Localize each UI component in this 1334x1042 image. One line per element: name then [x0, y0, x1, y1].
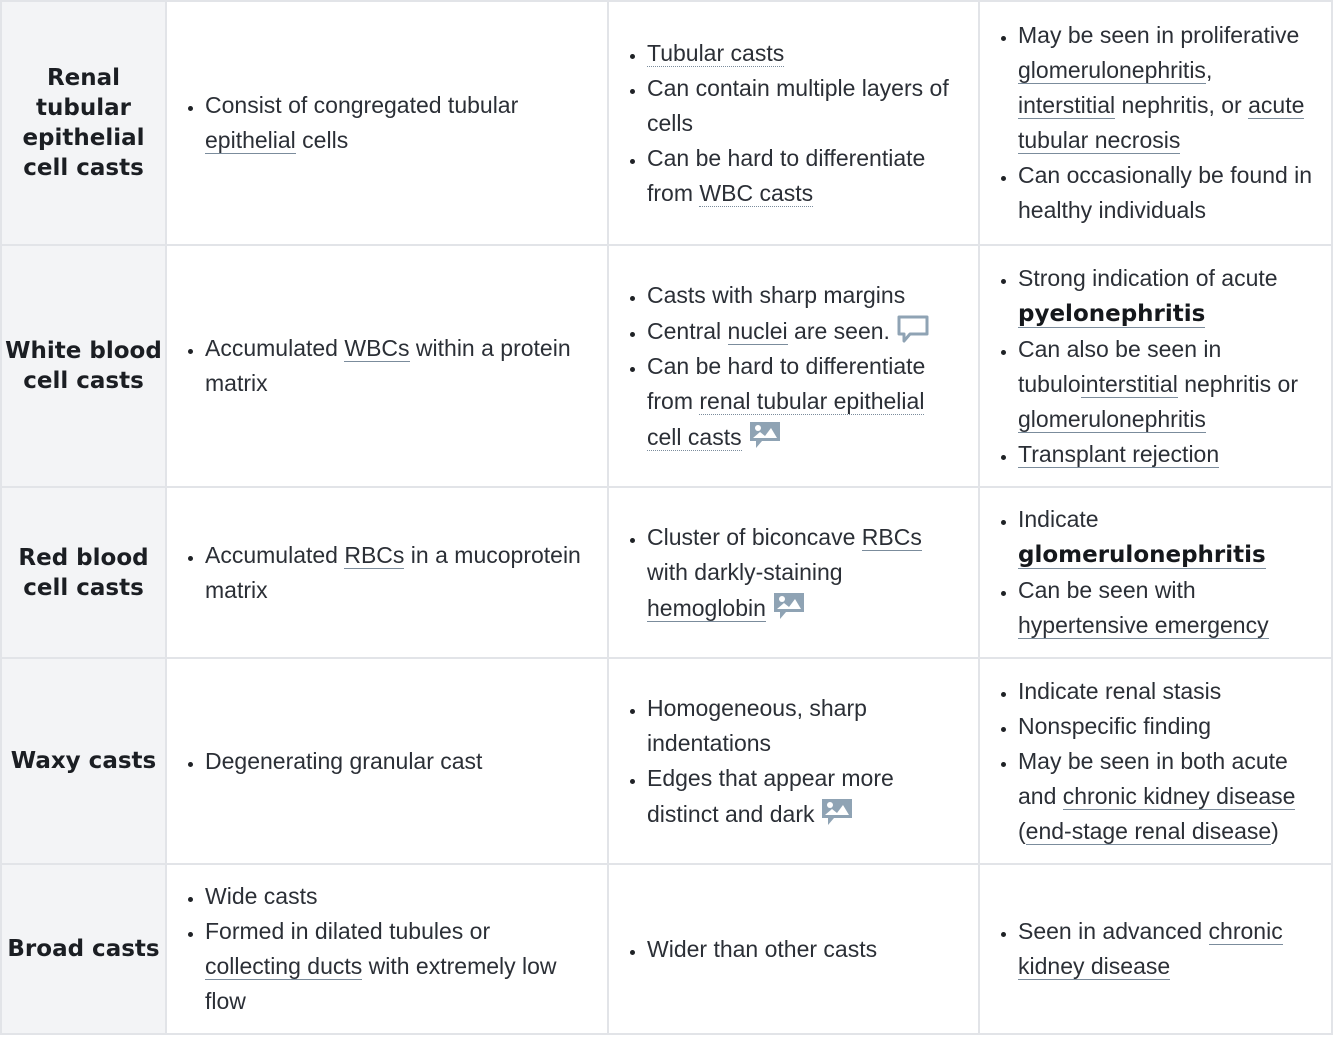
term-link[interactable]: renal tubular epithelial cell casts — [647, 387, 925, 450]
text-segment: Degenerating granular cast — [205, 747, 483, 774]
list-item — [1018, 332, 1315, 437]
text-segment: Accumulated — [205, 541, 345, 568]
appearance-cell — [608, 487, 979, 658]
list-item — [647, 691, 962, 761]
appearance-list — [609, 278, 978, 455]
image-icon[interactable] — [772, 590, 806, 622]
text-segment: Can contain multiple layers of cells — [647, 74, 949, 136]
list-item — [1018, 744, 1315, 849]
term-link[interactable]: interstitial — [1018, 92, 1116, 118]
text-segment: nephritis or — [1177, 370, 1298, 397]
image-icon[interactable] — [748, 419, 782, 451]
term-link[interactable]: RBCs — [344, 541, 405, 568]
text-segment: Can be hard to differentiate from — [647, 352, 926, 414]
text-segment: Can occasionally be found in healthy individuals — [1018, 162, 1313, 223]
text-segment: ) — [1271, 817, 1279, 844]
term-link[interactable]: Tubular casts — [647, 39, 785, 66]
significance-list — [980, 502, 1331, 643]
text-segment: Can also be seen in tubulo — [1018, 335, 1222, 397]
composition-cell — [166, 1, 608, 245]
text-segment: Indicate renal stasis — [1018, 677, 1222, 704]
list-item — [1018, 914, 1315, 984]
list-item — [205, 914, 591, 1019]
term-link[interactable]: hypertensive emergency — [1018, 612, 1269, 638]
term-link[interactable]: RBCs — [861, 523, 922, 550]
significance-list — [980, 914, 1331, 984]
list-item — [647, 71, 962, 141]
list-item — [1018, 502, 1315, 573]
text-segment: Indicate — [1018, 506, 1099, 532]
list-item — [1018, 709, 1315, 744]
text-segment: Consist of congregated tubular — [205, 92, 519, 118]
text-segment: Cluster of biconcave — [647, 523, 862, 550]
cast-type-name: Renal tubular epithelial cell casts — [1, 1, 166, 245]
term-link[interactable]: glomerulonephritis — [1018, 57, 1206, 83]
text-segment: Homogeneous, sharp indentations — [647, 694, 867, 756]
text-segment: Accumulated — [205, 335, 345, 361]
term-link[interactable]: glomerulonephritis — [1018, 542, 1266, 568]
significance-list — [980, 674, 1331, 849]
significance-list — [980, 18, 1331, 228]
composition-list — [167, 331, 607, 401]
composition-cell — [166, 245, 608, 487]
text-segment: nephritis, or — [1115, 92, 1249, 118]
composition-cell — [166, 864, 608, 1034]
list-item — [647, 278, 962, 313]
term-link[interactable]: chronic kidney disease — [1018, 918, 1283, 979]
table-row — [1, 864, 1332, 1034]
list-item — [1018, 261, 1315, 332]
list-item — [205, 88, 591, 158]
list-item — [205, 331, 591, 401]
text-segment: Can be hard to differentiate from — [647, 144, 926, 206]
term-link[interactable]: hemoglobin — [647, 594, 766, 621]
text-segment: are seen. — [787, 317, 890, 344]
term-link[interactable]: acute tubular necrosis — [1018, 92, 1305, 153]
appearance-cell — [608, 1, 979, 245]
list-item — [647, 932, 962, 967]
comment-icon[interactable] — [896, 313, 930, 345]
appearance-cell — [608, 864, 979, 1034]
table-row — [1, 487, 1332, 658]
appearance-cell — [608, 245, 979, 487]
list-item — [647, 141, 962, 211]
term-link[interactable]: glomerulonephritis — [1018, 405, 1206, 432]
appearance-list — [609, 932, 978, 967]
list-item — [205, 744, 591, 779]
text-segment: cells — [295, 127, 349, 153]
composition-list — [167, 879, 607, 1019]
significance-cell — [979, 245, 1332, 487]
list-item — [1018, 158, 1315, 228]
table-row — [1, 1, 1332, 245]
text-segment: ( — [1018, 817, 1026, 844]
term-link[interactable]: Transplant rejection — [1018, 440, 1220, 467]
appearance-list — [609, 691, 978, 832]
cast-type-name: Waxy casts — [1, 658, 166, 864]
list-item — [647, 761, 962, 832]
text-segment: Wide casts — [205, 883, 318, 909]
table-row — [1, 658, 1332, 864]
text-segment: , — [1205, 57, 1213, 83]
table-body — [1, 1, 1332, 1034]
text-segment: Strong indication of acute — [1018, 264, 1278, 291]
text-segment: Formed in dilated tubules or — [205, 918, 491, 944]
appearance-cell — [608, 658, 979, 864]
text-segment: within a protein matrix — [205, 335, 571, 396]
list-item — [1018, 437, 1315, 472]
cast-type-name: Broad casts — [1, 864, 166, 1034]
text-segment: May be seen in both acute and — [1018, 747, 1288, 809]
image-icon[interactable] — [820, 796, 854, 828]
composition-list — [167, 88, 607, 158]
list-item — [647, 313, 962, 349]
text-segment: Can be seen with — [1018, 577, 1196, 603]
list-item — [205, 538, 591, 608]
term-link[interactable]: end-stage renal disease — [1025, 817, 1272, 844]
text-segment: Casts with sharp margins — [647, 281, 906, 308]
term-link[interactable]: interstitial — [1080, 370, 1178, 397]
list-item — [1018, 674, 1315, 709]
composition-list — [167, 744, 607, 779]
cast-type-name: Red blood cell casts — [1, 487, 166, 658]
list-item — [1018, 18, 1315, 158]
composition-cell — [166, 658, 608, 864]
text-segment: Edges that appear more distinct and dark — [647, 764, 894, 827]
list-item — [647, 36, 962, 71]
list-item — [1018, 573, 1315, 643]
significance-cell — [979, 1, 1332, 245]
list-item — [647, 520, 962, 626]
term-link[interactable]: collecting ducts — [205, 953, 363, 979]
text-segment: Nonspecific finding — [1018, 712, 1212, 739]
appearance-list — [609, 520, 978, 626]
composition-list — [167, 538, 607, 608]
composition-cell — [166, 487, 608, 658]
term-link[interactable]: pyelonephritis — [1018, 300, 1206, 327]
text-segment: Wider than other casts — [647, 935, 878, 962]
term-link[interactable]: nuclei — [727, 317, 788, 344]
significance-cell — [979, 864, 1332, 1034]
text-segment: with darkly-staining — [647, 558, 843, 585]
significance-list — [980, 261, 1331, 472]
text-segment: May be seen in proliferative — [1018, 22, 1300, 48]
table-row — [1, 245, 1332, 487]
list-item — [205, 879, 591, 914]
term-link[interactable]: WBCs — [344, 335, 410, 361]
significance-cell — [979, 487, 1332, 658]
term-link[interactable]: chronic kidney disease — [1062, 782, 1296, 809]
cast-type-name: White blood cell casts — [1, 245, 166, 487]
term-link[interactable]: WBC casts — [699, 179, 814, 206]
text-segment: Central — [647, 317, 728, 344]
text-segment: with extremely low flow — [205, 953, 557, 1014]
appearance-list — [609, 36, 978, 211]
term-link[interactable]: epithelial — [205, 127, 296, 153]
list-item — [647, 349, 962, 455]
text-segment: in a mucoprotein matrix — [205, 541, 581, 603]
significance-cell — [979, 658, 1332, 864]
text-segment: Seen in advanced — [1018, 918, 1209, 944]
